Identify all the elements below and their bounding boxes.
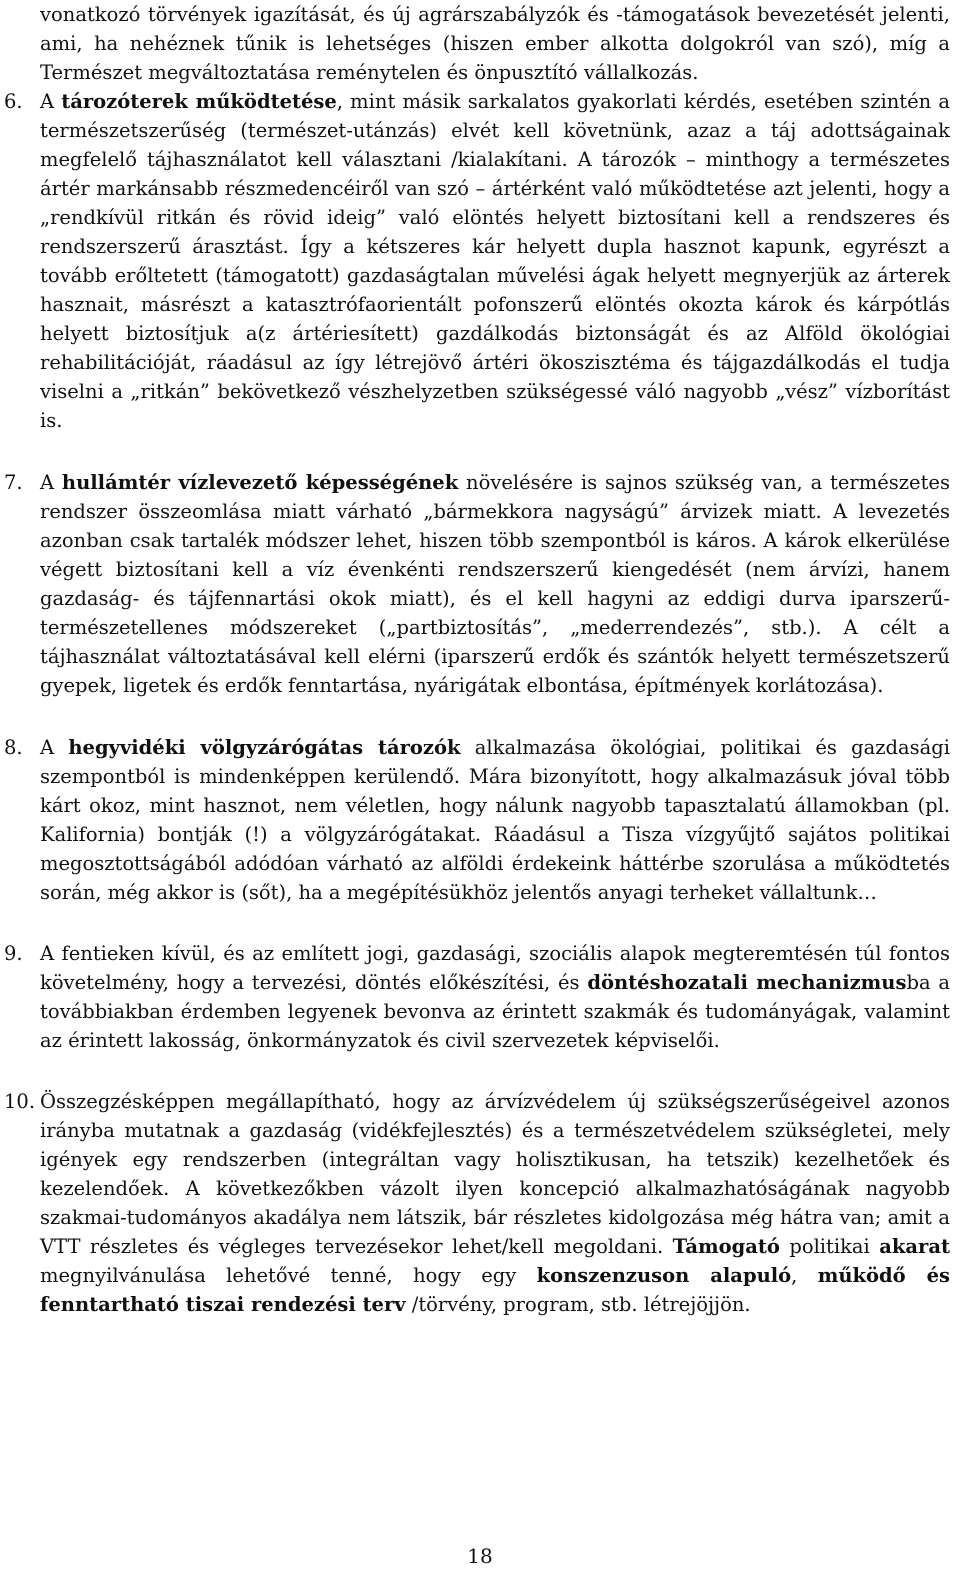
item-emphasis: hullámtér vízlevezető képességének — [61, 471, 459, 494]
item-text: politikai — [779, 1235, 880, 1258]
item-text: , mint másik sarkalatos gyakorlati kérdés, esetében szintén a természetszerűség (természet-utánzás) elvét kell követnünk, azaz a táj adottságainak megfelelő tájhasználatot kell választani /kialakítani. A tározók – minthogy a természetes ártér markánsabb részmedencéiről van szó – ártérként való működtetése azt jelenti, hogy a „rendkívül ritkán és rövid ideig” való elöntés helyett biztosítani kell a rendszeres és rendszerszerű árasztást. Így a kétszeres kár helyett dupla hasznot kapunk, egyrészt a tovább erőltetett (támogatott) gazdaságtalan művelési ágak helyett megnyerjük az árterek hasznait, másrészt a katasztrófaorientált pofonszerű elöntés okozta károk és kárpótlás helyett biztosítjuk a(z ártériesített) gazdálkodás biztonságát és az Alföld ökológiai rehabilitációját, ráadásul az így létrejövő ártéri ökoszisztéma és tájgazdálkodás el tudja viselni a „ritkán” bekövetkező vészhelyzetben szükségessé váló nagyobb „vész” vízborítást is. — [40, 90, 950, 432]
item-number: 8. — [4, 736, 23, 759]
item-body — [40, 733, 950, 907]
item-text: Összegzésképpen megállapítható, hogy az árvízvédelem új szükségszerűségeivel azonos irányba mutatnak a gazdaság (vidékfejlesztés) és a természetvédelem szükségletei, mely igények egy rendszerben (integráltan vagy holisztikusan, ha tetszik) kezelhetőek és kezelendőek. A következőkben vázolt ilyen koncepció alkalmazhatóságának nagyobb szakmai-tudományos akadálya nem látszik, bár részletes kidolgozása még hátra van; amit a VTT részletes és végleges tervezésekor lehet/kell megoldani. — [40, 1090, 950, 1258]
item-emphasis: tározóterek működtetése — [61, 90, 337, 113]
item-text: ba a továbbiakban érdemben legyenek bevonva az érintett szakmák és tudományágak, valamint az érintett lakosság, önkormányzatok és civil szervezetek képviselői. — [40, 971, 950, 1052]
list-item-8 — [4, 733, 950, 907]
list-item-10 — [4, 1087, 950, 1319]
item-text: , — [791, 1264, 818, 1287]
item-number: 9. — [4, 942, 23, 965]
item-text: megnyilvánulása lehetővé tenné, hogy egy — [40, 1264, 537, 1287]
item-emphasis: hegyvidéki völgyzárógátas tározók — [68, 736, 461, 759]
item-text: alkalmazása ökológiai, politikai és gazdasági szempontból is mindenképpen kerülendő. Mára bizonyított, hogy alkalmazásuk jóval több kárt okoz, mint hasznot, nem véletlen, hogy nálunk nagyobb tapasztalatú államokban (pl. Kalifornia) bontják (!) a völgyzárógátakat. Ráadásul a Tisza vízgyűjtő sajátos politikai megosztottságából adódóan várható az alföldi érdekeink háttérbe szorulása a működtetés során, még akkor is (sőt), ha a megépítésükhöz jelentős anyagi terheket vállaltunk… — [40, 736, 950, 904]
item-emphasis: döntéshozatali mechanizmus — [587, 971, 907, 994]
item-emphasis: működő és fenntartható tiszai rendezési terv — [40, 1264, 950, 1316]
item-emphasis: Támogató — [672, 1235, 780, 1258]
item-body — [40, 1087, 950, 1319]
item-body — [40, 939, 950, 1055]
item-number: 7. — [4, 471, 23, 494]
item-body — [40, 468, 950, 700]
item-text: A — [40, 736, 69, 759]
item-number: 10. — [4, 1090, 36, 1113]
list-item-9 — [4, 939, 950, 1055]
item-body — [40, 87, 950, 435]
list-item-7 — [4, 468, 950, 700]
item-text: A — [40, 90, 62, 113]
item-emphasis: akarat — [879, 1235, 950, 1258]
item-text: növelésére is sajnos szükség van, a természetes rendszer összeomlása miatt várható „bármekkora nagyságú” árvizek miatt. A levezetés azonban csak tartalék módszer lehet, hiszen több szempontból is káros. A károk elkerülése végett biztosítani kell a víz évenkénti rendszerszerű kiengedését (nem árvízi, hanem gazdaság- és tájfennartási okok miatt), és el kell hagyni az eddigi durva iparszerű-természetellenes módszereket („partbiztosítás”, „mederrendezés”, stb.). A célt a tájhasználat változtatásával kell elérni (iparszerű erdők és szántók helyett természetszerű gyepek, ligetek és erdők fenntartása, nyárigátak elbontása, építmények korlátozása). — [40, 471, 950, 697]
page-number: 18 — [467, 1544, 493, 1568]
item-emphasis: konszenzuson alapuló — [536, 1264, 792, 1287]
item-number: 6. — [4, 90, 23, 113]
item-text: /törvény, program, stb. létrejöjjön. — [405, 1293, 751, 1316]
intro-paragraph: vonatkozó törvények igazítását, és új agrárszabályzók és -támogatások bevezetését jelenti, ami, ha nehéznek tűnik is lehetséges (hiszen ember alkotta dolgokról van szó), míg a Természet megváltoztatása reménytelen és önpusztító vállalkozás. — [40, 3, 950, 84]
item-text: A — [40, 471, 62, 494]
item-text: A fentieken kívül, és az említett jogi, gazdasági, szociális alapok megteremtésén túl fontos követelmény, hogy a tervezési, döntés előkészítési, és — [40, 942, 950, 994]
list-item-6 — [4, 87, 950, 435]
